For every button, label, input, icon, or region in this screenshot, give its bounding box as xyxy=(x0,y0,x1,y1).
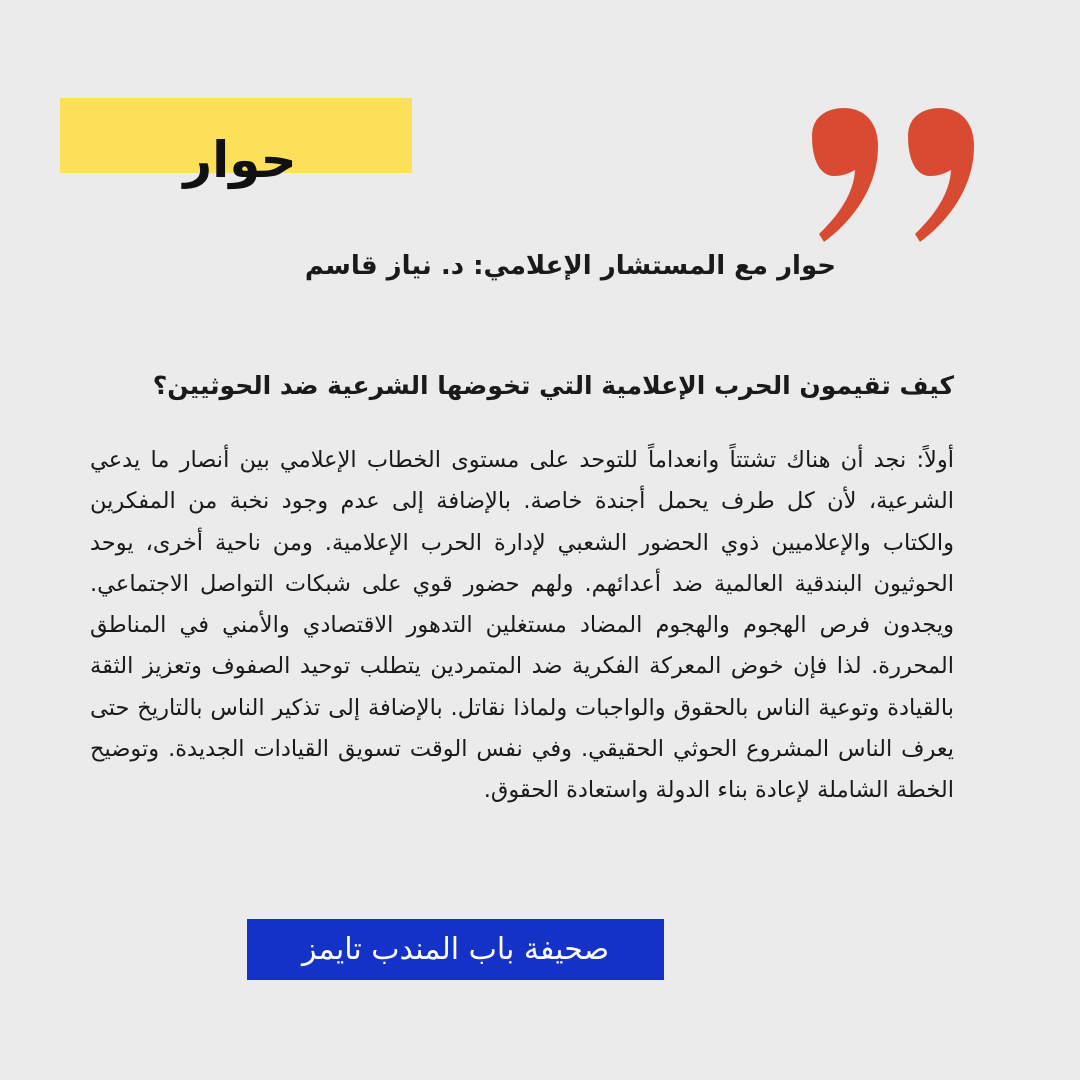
tag-label: حوار xyxy=(183,131,297,189)
interview-answer: أولاً: نجد أن هناك تشتتاً وانعداماً للتوحد على مستوى الخطاب الإعلامي بين أنصار ما يدعي الشرعية، لأن كل طرف يحمل أجندة خاصة. بالإضافة إلى عدم وجود نخبة من المفكرين والكتاب والإعلاميين ذوي الحضور الشعبي لإدارة الحرب الإعلامية. ومن ناحية أخرى، يوحد الحوثيون البندقية العالمية ضد أعدائهم. ولهم حضور قوي على شبكات التواصل الاجتماعي. ويجدون فرص الهجوم والهجوم المضاد مستغلين التدهور الاقتصادي والأمني في المناطق المحررة. لذا فإن خوض المعركة الفكرية ضد المتمردين يتطلب توحيد الصفوف وتعزيز الثقة بالقيادة وتوعية الناس بالحقوق والواجبات ولماذا نقاتل. بالإضافة إلى تذكير الناس بالتاريخ حتى يعرف الناس المشروع الحوثي الحقيقي. وفي نفس الوقت تسويق القيادات الجديدة. وتوضيح الخطة الشاملة لإعادة بناء الدولة واستعادة الحقوق. xyxy=(90,447,954,804)
source-badge xyxy=(247,919,664,980)
closing-quotation-mark-icon xyxy=(808,108,988,248)
source-label: صحيفة باب المندب تايمز xyxy=(301,932,610,967)
interview-question: كيف تقيمون الحرب الإعلامية التي تخوضها الشرعية ضد الحوثيين؟ xyxy=(152,371,954,400)
interview-subtitle: حوار مع المستشار الإعلامي: د. نياز قاسم xyxy=(304,251,836,281)
